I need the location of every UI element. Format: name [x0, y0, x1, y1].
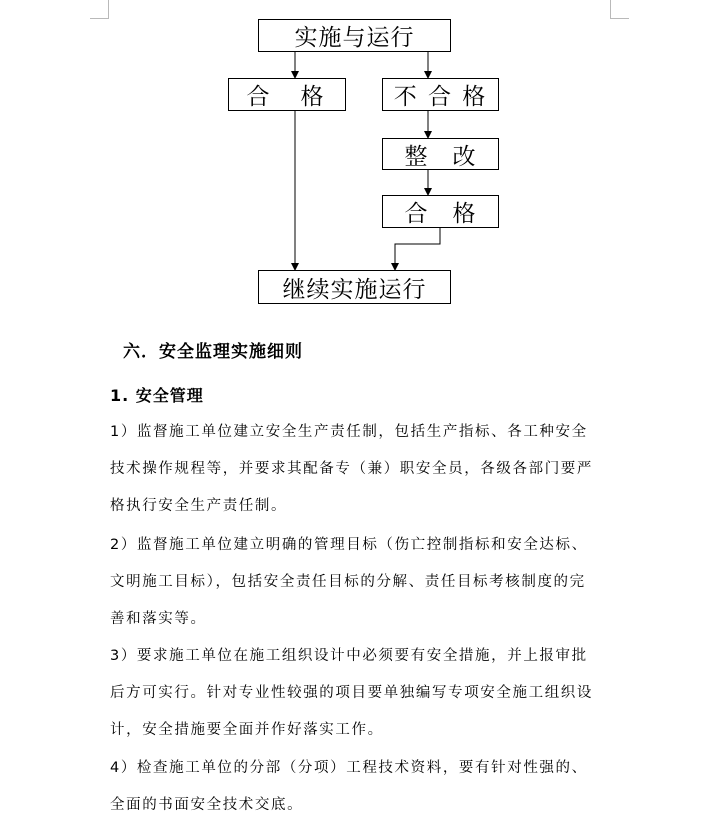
paragraph-line: 4）检查施工单位的分部（分项）工程技术资料，要有针对性强的、 [110, 760, 588, 776]
arrow-qualified-2-to-continue [395, 227, 440, 270]
paragraph-line: 格执行安全生产责任制。 [110, 498, 288, 514]
section-title: 六．安全监理实施细则 [123, 342, 303, 362]
paragraph-line: 3）要求施工单位在施工组织设计中必须要有安全措施，并上报审批 [110, 648, 588, 664]
paragraph-line: 技术操作规程等，并要求其配备专（兼）职安全员，各级各部门要严 [110, 461, 593, 477]
paragraph-line: 计，安全措施要全面并作好落实工作。 [110, 722, 384, 738]
paragraph-line: 2）监督施工单位建立明确的管理目标（伤亡控制指标和安全达标、 [110, 537, 588, 553]
paragraph-1 [110, 414, 610, 525]
subsection-title: 1. 安全管理 [110, 386, 204, 405]
paragraph-line: 后方可实行。针对专业性较强的项目要单独编写专项安全施工组织设 [110, 685, 593, 701]
paragraph-line: 全面的书面安全技术交底。 [110, 797, 304, 813]
flow-box-continue-run: 继续实施运行 [258, 270, 451, 304]
flow-box-implement-run: 实施与运行 [258, 19, 451, 52]
flow-box-rectify: 整 改 [382, 138, 499, 170]
flow-box-unqualified: 不 合 格 [382, 78, 499, 111]
flow-box-qualified-1: 合 格 [228, 78, 346, 111]
paragraph-line: 1）监督施工单位建立安全生产责任制，包括生产指标、各工种安全 [110, 424, 588, 440]
paragraph-line: 文明施工目标），包括安全责任目标的分解、责任目标考核制度的完 [110, 574, 586, 590]
paragraph-4 [110, 750, 610, 824]
paragraph-2 [110, 527, 610, 638]
flow-box-qualified-2: 合 格 [382, 195, 499, 228]
paragraph-line: 善和落实等。 [110, 611, 207, 627]
paragraph-3 [110, 638, 610, 749]
